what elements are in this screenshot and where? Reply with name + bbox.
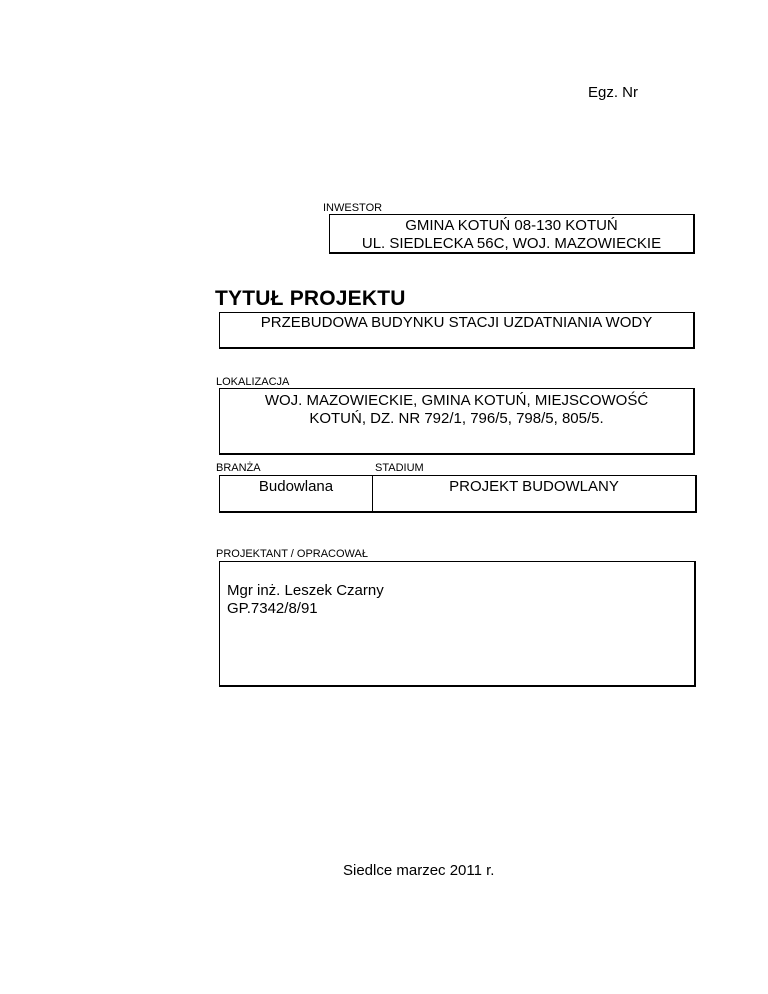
branch-stage-box <box>219 475 697 513</box>
branch-value: Budowlana <box>258 478 334 495</box>
location-box <box>219 388 695 455</box>
investor-box <box>329 214 695 254</box>
designer-label: PROJEKTANT / OPRACOWAŁ <box>216 548 368 560</box>
investor-line-1: GMINA KOTUŃ 08-130 KOTUŃ <box>405 217 618 234</box>
investor-label: INWESTOR <box>323 202 383 214</box>
designer-name: Mgr inż. Leszek Czarny <box>227 582 384 599</box>
copy-number-label: Egz. Nr <box>588 84 639 101</box>
designer-license: GP.7342/8/91 <box>227 600 318 617</box>
project-title-box <box>219 312 695 349</box>
stage-value: PROJEKT BUDOWLANY <box>449 478 619 495</box>
place-date: Siedlce marzec 2011 r. <box>343 862 495 879</box>
project-title-heading: TYTUŁ PROJEKTU <box>215 287 406 310</box>
project-title-value: PRZEBUDOWA BUDYNKU STACJI UZDATNIANIA WODY <box>260 314 653 331</box>
investor-line-2: UL. SIEDLECKA 56C, WOJ. MAZOWIECKIE <box>361 235 662 252</box>
location-label: LOKALIZACJA <box>216 376 290 388</box>
branch-label: BRANŻA <box>216 462 261 474</box>
designer-box <box>219 561 696 687</box>
location-line-2: KOTUŃ, DZ. NR 792/1, 796/5, 798/5, 805/5. <box>309 410 604 427</box>
stage-label: STADIUM <box>375 462 424 474</box>
location-line-1: WOJ. MAZOWIECKIE, GMINA KOTUŃ, MIEJSCOWOŚĆ <box>264 392 649 409</box>
